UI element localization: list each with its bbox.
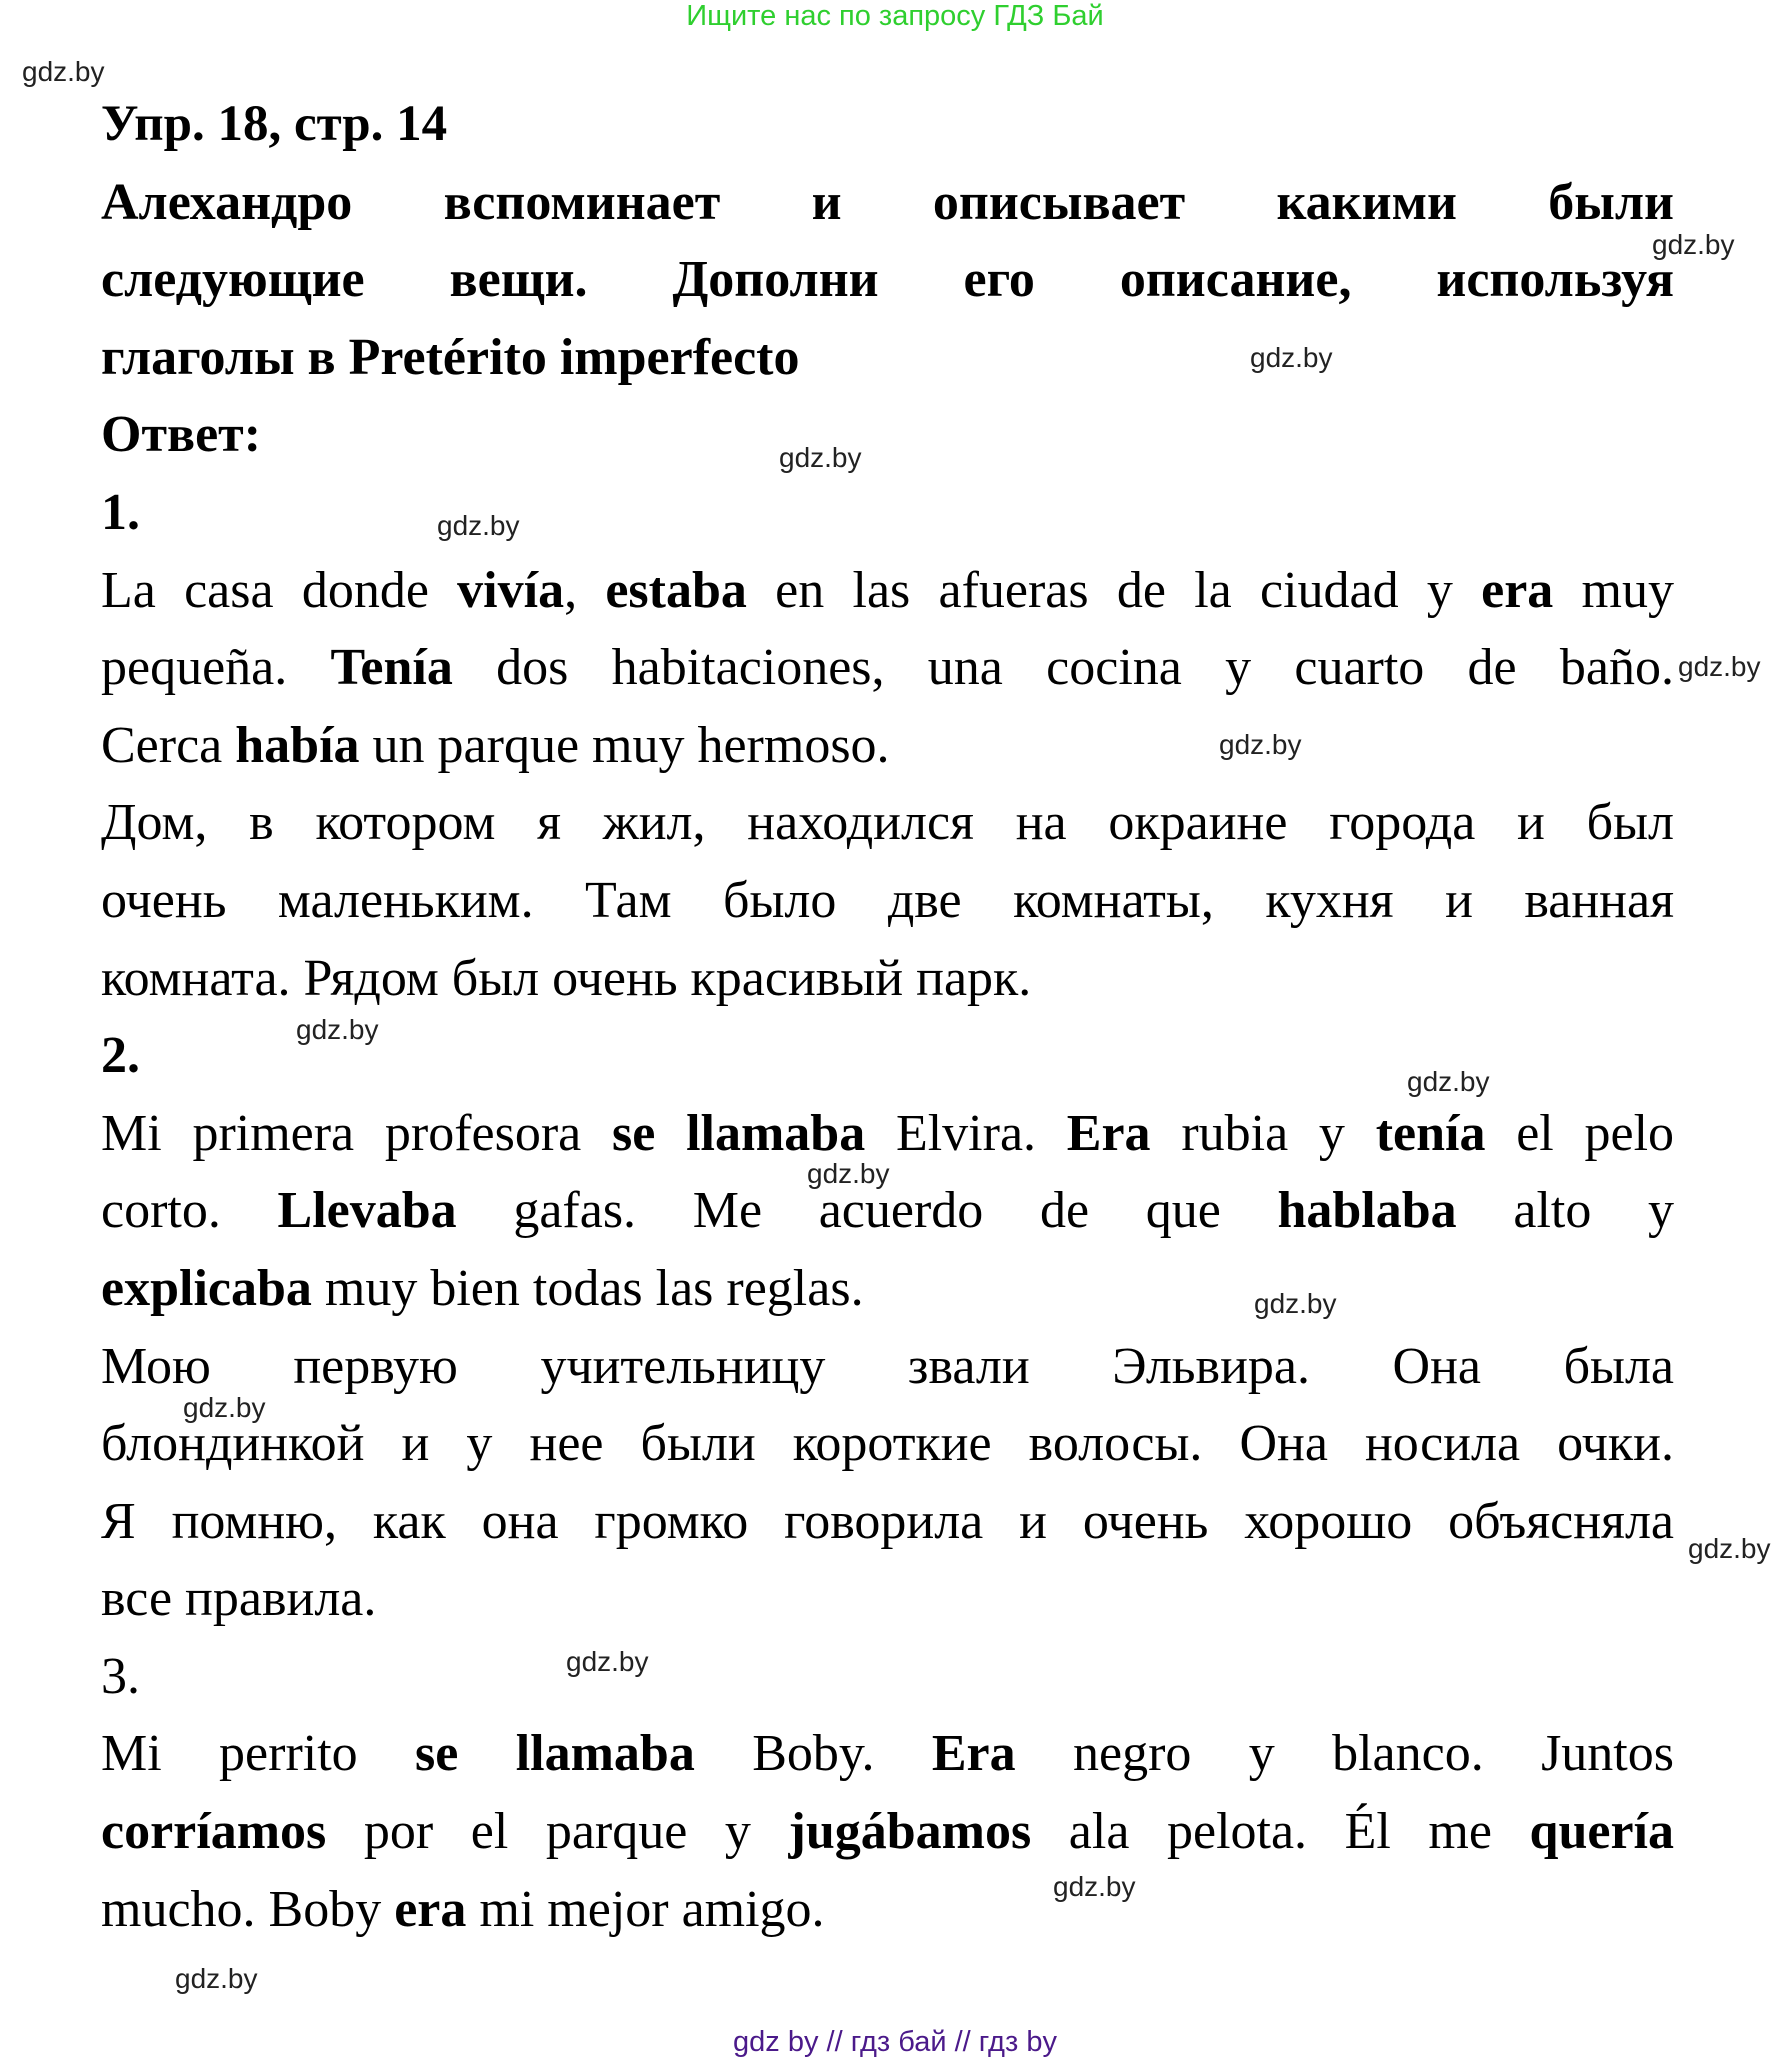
text: muy [1553, 561, 1675, 619]
text: alto y [1456, 1182, 1675, 1240]
bold-text: 2. [101, 1027, 140, 1085]
text: gafas. Me acuerdo de que [456, 1182, 1278, 1240]
text: все правила. [101, 1570, 377, 1628]
bold-text: era [394, 1880, 467, 1938]
text: Mi perrito [101, 1725, 416, 1783]
watermark: gdz.by [807, 1158, 890, 1189]
bold-text: jugábamos [788, 1803, 1032, 1861]
watermark: gdz.by [566, 1646, 649, 1677]
text-line [101, 319, 1674, 397]
text-line [101, 396, 1674, 474]
text: 3. [101, 1647, 140, 1705]
watermark: gdz.by [779, 442, 862, 473]
page-title [101, 86, 1674, 164]
text: negro y blanco. Juntos [1015, 1725, 1674, 1783]
bold-text: Tenía [330, 639, 453, 697]
bold-text: estaba [605, 561, 747, 619]
bold-text: следующие вещи. Дополни его описание, используя [101, 251, 1674, 309]
text: muy bien todas las reglas. [311, 1259, 864, 1317]
text: corto. [101, 1182, 278, 1240]
bold-text: Llevaba [277, 1182, 457, 1240]
text: un parque muy hermoso. [359, 716, 890, 774]
text: mucho. Boby [101, 1880, 395, 1938]
text-line [101, 1560, 1674, 1638]
watermark: gdz.by [175, 1963, 258, 1994]
text-line [101, 940, 1674, 1018]
bold-text: tenía [1375, 1104, 1486, 1162]
watermark: gdz.by [296, 1014, 379, 1045]
bold-text: quería [1529, 1803, 1674, 1861]
search-banner-link[interactable]: Ищите нас по запросу ГДЗ Бай [686, 0, 1104, 32]
text: rubia y [1150, 1104, 1376, 1162]
text: блондинкой и у нее были короткие волосы. Она носила очки. [101, 1415, 1674, 1473]
watermark: gdz.by [1053, 1871, 1136, 1902]
bold-text: Era [931, 1725, 1016, 1783]
watermark: gdz.by [1254, 1288, 1337, 1319]
watermark: gdz.by [1652, 229, 1735, 260]
text: dos habitaciones, una cocina y cuarto de baño. [452, 639, 1674, 697]
footer-links[interactable]: gdz by // гдз бай // гдз by [733, 2026, 1057, 2058]
text-line [101, 164, 1674, 242]
watermark: gdz.by [183, 1392, 266, 1423]
text: комната. Рядом был очень красивый парк. [101, 949, 1032, 1007]
text: el pelo [1485, 1104, 1675, 1162]
bold-text: Алехандро вспоминает и описывает какими были [101, 173, 1674, 231]
text-line [101, 1793, 1674, 1871]
text: Дом, в котором я жил, находился на окраине города и был [101, 794, 1674, 852]
watermark: gdz.by [1250, 342, 1333, 373]
bold-text: era [1481, 561, 1554, 619]
text-line [101, 1483, 1674, 1561]
bold-text: se llamaba [612, 1104, 866, 1162]
text-line [101, 784, 1674, 862]
text: Mi primera profesora [101, 1104, 612, 1162]
text-line [101, 862, 1674, 940]
text-line [101, 1405, 1674, 1483]
bold-text: 1. [101, 483, 140, 541]
watermark: gdz.by [1219, 729, 1302, 760]
text: por el parque y [326, 1803, 789, 1861]
text-line [101, 1871, 1674, 1949]
text-line [101, 1638, 1674, 1716]
bold-text: Ответ: [101, 406, 262, 464]
text: ala pelota. Él me [1031, 1803, 1530, 1861]
text: Я помню, как она громко говорила и очень хорошо объясняла [101, 1492, 1674, 1550]
watermark: gdz.by [1407, 1066, 1490, 1097]
text: , [564, 561, 606, 619]
watermark: gdz.by [1678, 651, 1761, 682]
text: pequeña. [101, 639, 331, 697]
bold-text: se llamaba [415, 1725, 695, 1783]
bold-text: Era [1066, 1104, 1151, 1162]
bold-text: había [235, 716, 360, 774]
text-line [101, 474, 1674, 552]
watermark: gdz.by [437, 510, 520, 541]
text: Elvira. [865, 1104, 1067, 1162]
bold-text: corríamos [101, 1803, 327, 1861]
text-line [101, 707, 1674, 785]
text: Boby. [694, 1725, 932, 1783]
text-line [101, 552, 1674, 630]
bold-text: hablaba [1277, 1182, 1457, 1240]
text: en las afueras de la ciudad y [746, 561, 1482, 619]
text: очень маленьким. Там было две комнаты, кухня и ванная [101, 871, 1674, 929]
text-line [101, 629, 1674, 707]
watermark: gdz.by [22, 56, 105, 87]
text-line [101, 1250, 1674, 1328]
bold-text: vivía [457, 561, 565, 619]
bold-text: Упр. 18, стр. 14 [101, 96, 448, 152]
text-line [101, 241, 1674, 319]
text: mi mejor amigo. [466, 1880, 825, 1938]
text: Cerca [101, 716, 236, 774]
text-line [101, 1328, 1674, 1406]
text: Мою первую учительницу звали Эльвира. Она была [101, 1337, 1674, 1395]
bold-text: глаголы в Pretérito imperfecto [101, 328, 800, 386]
bold-text: explicaba [101, 1259, 312, 1317]
watermark: gdz.by [1688, 1533, 1771, 1564]
text: La casa donde [101, 561, 458, 619]
text-line [101, 1715, 1674, 1793]
